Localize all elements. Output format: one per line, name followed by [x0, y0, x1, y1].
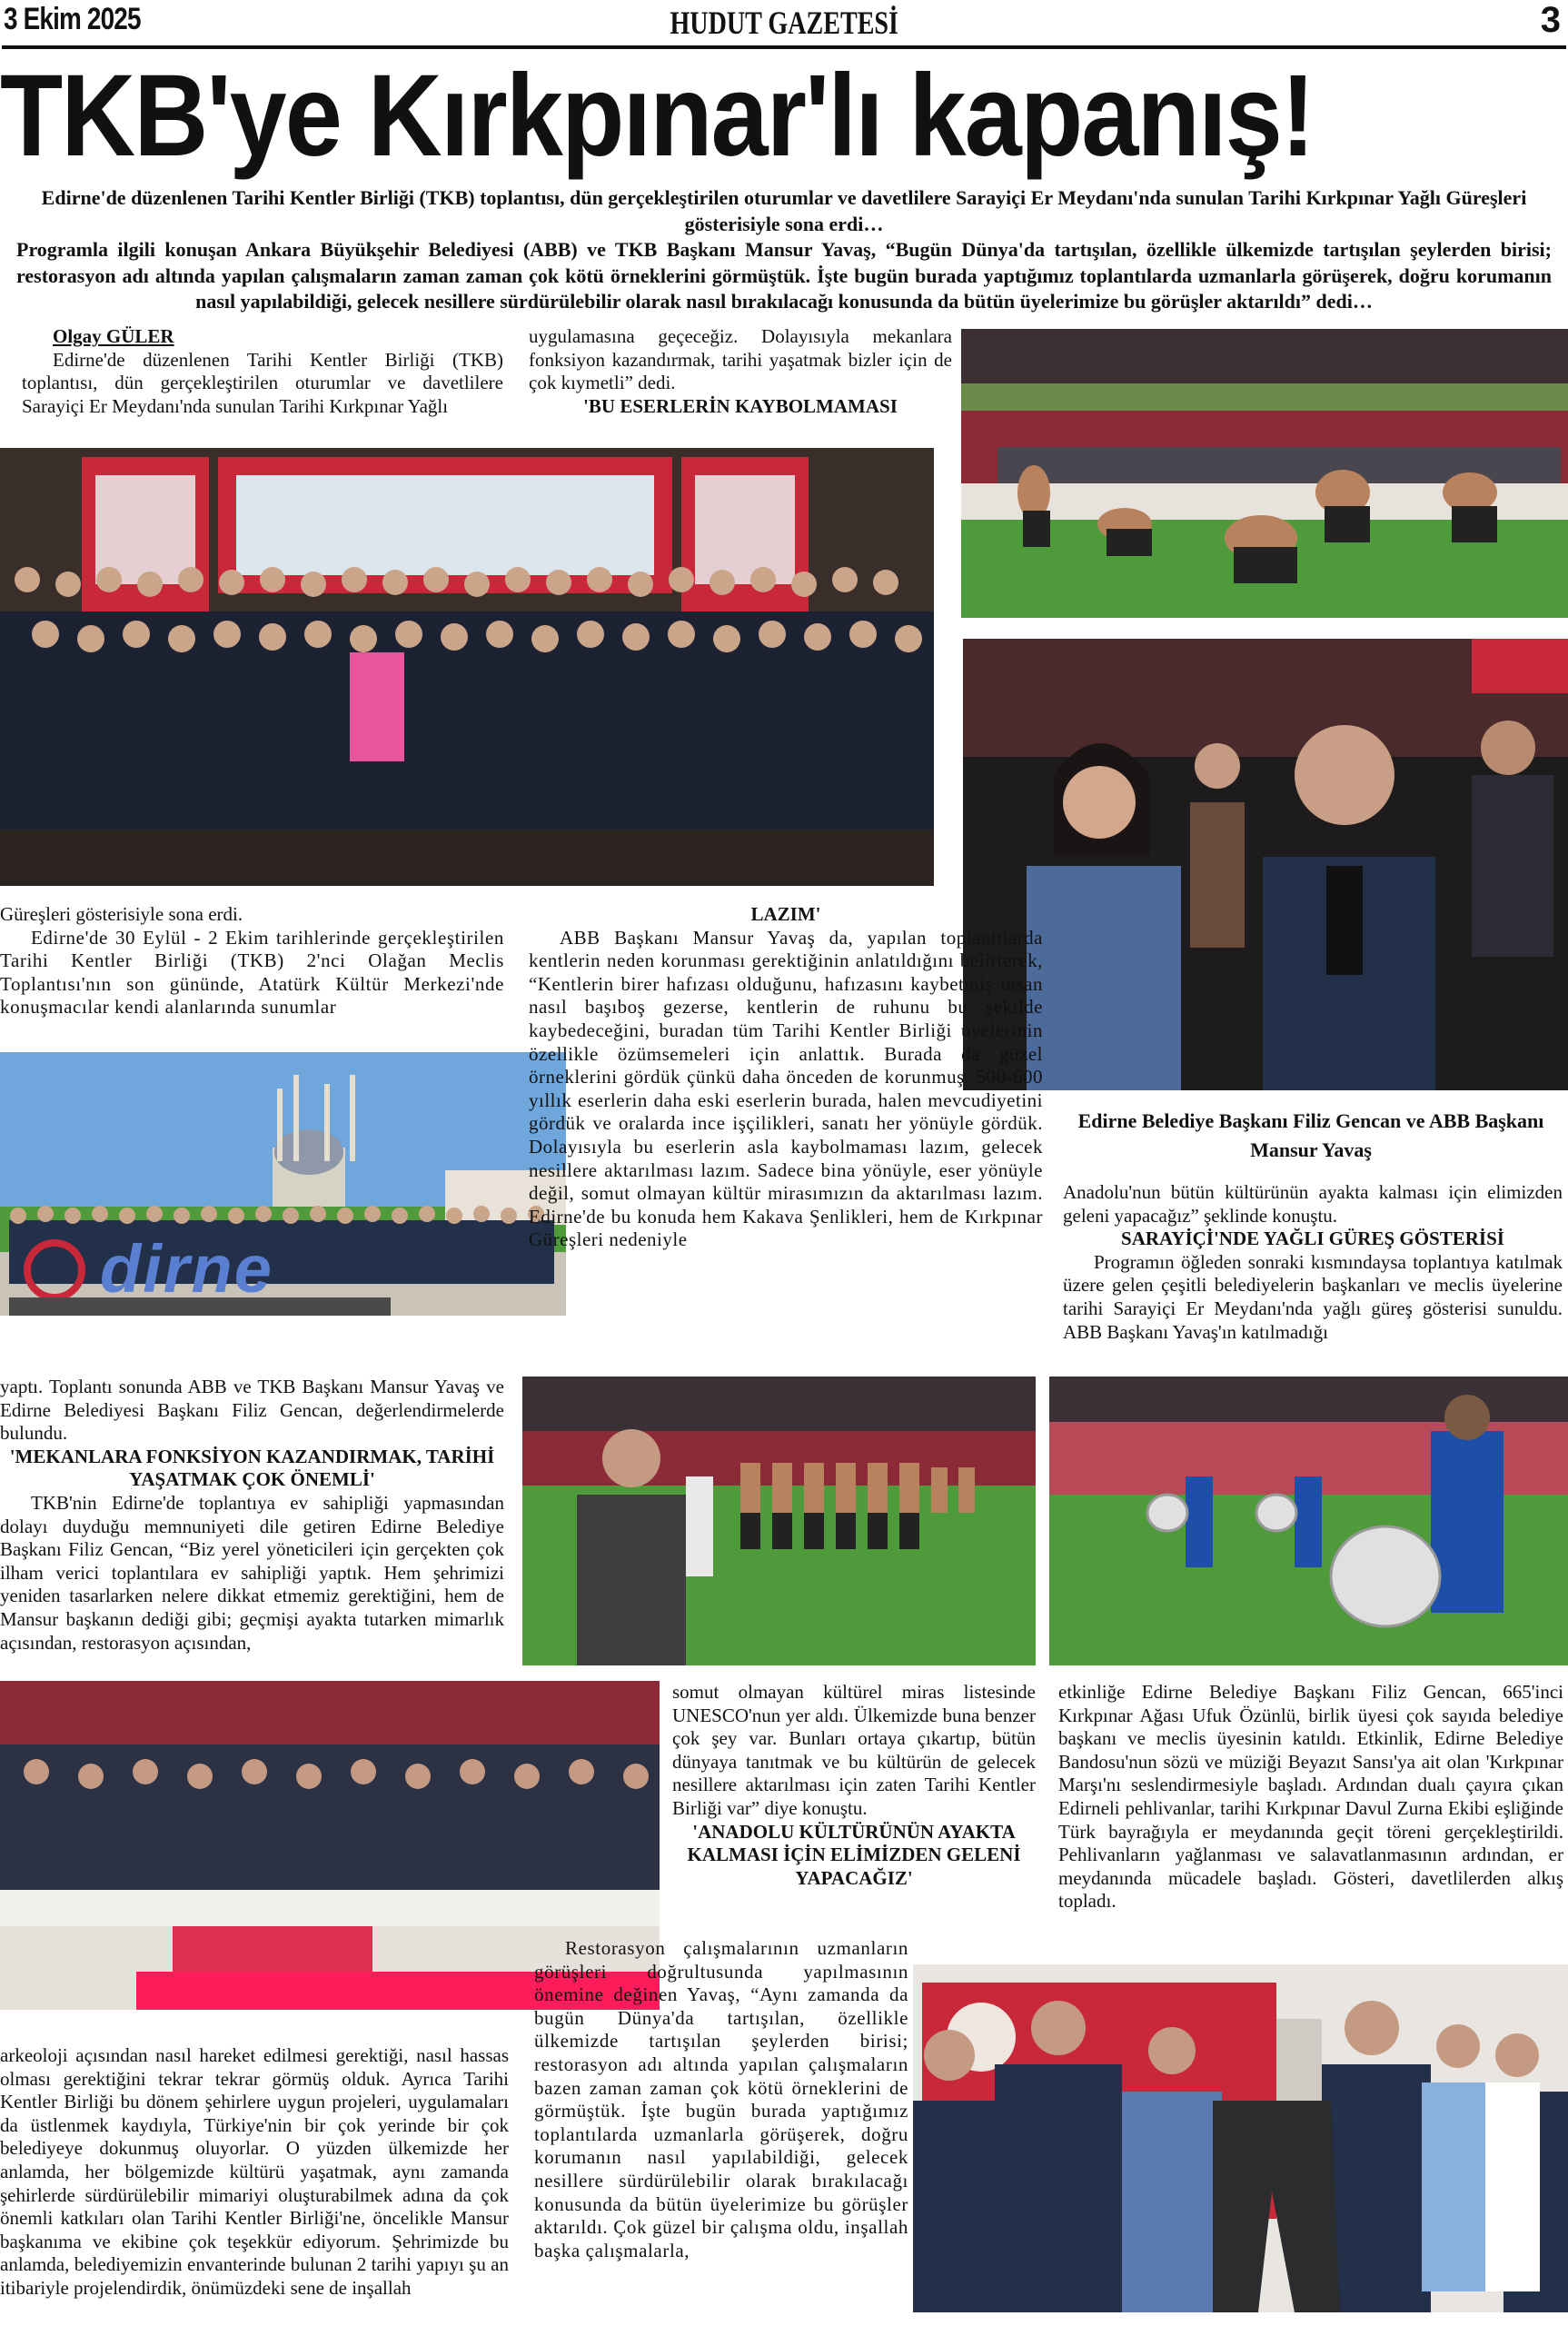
article-col1-mid [0, 903, 504, 1019]
article-col1-row3 [0, 1376, 504, 1655]
paragraph: Restorasyon çalışmalarının uzmanların görüşleri doğrultusunda yapılmasının önemine değinen Yavaş, “Aynı zamanda da bugün Dünya'da tartışılan, özellikle ülkemizde tartışılan şeylerden birisi; restorasyon adı altında yapılan çalışmaların bazen zaman zaman çok kötü örneklerini de görmüştük. İşte bugün burada yaptığımız toplantılarda uzmanlarla görüşerek, doğru korumanın nasıl yapılabildiği, gelecek nesillere sürdürülebilir olarak bırakılacağı konusunda da bütün üyelerimize bu görüşler aktarıldı. Çok güzel bir çalışma oldu, inşallah başka çalışmalarla, [534, 1937, 908, 2261]
page-number: 3 [1540, 0, 1561, 40]
subheading: LAZIM' [750, 903, 821, 925]
header-rule [2, 45, 1566, 49]
subheading: 'ANADOLU KÜLTÜRÜNÜN AYAKTA KALMASI İÇİN ELİMİZDEN GELENİ YAPACAĞIZ' [687, 1820, 1021, 1889]
article-col1-top [22, 325, 503, 418]
paragraph: Güreşleri gösterisiyle sona erdi. [0, 903, 243, 925]
group-meeting-illustration [0, 448, 934, 886]
article-col2-top [529, 325, 952, 418]
subheading: 'MEKANLARA FONKSİYON KAZANDIRMAK, TARİHİ YAŞATMAK ÇOK ÖNEMLİ' [9, 1445, 495, 1491]
subheading: 'BU ESERLERİN KAYBOLMAMASI [583, 394, 898, 417]
paragraph: Edirne'de düzenlenen Tarihi Kentler Birliği (TKB) toplantısı, dün gerçekleştirilen oturumlar ve davetlilere Sarayiçi Er Meydanı'nda sunulan Tarihi Kırkpınar Yağlı [22, 348, 503, 417]
photo-edirne-sign [0, 1052, 566, 1316]
article-col3-bottom-b [534, 1937, 908, 2262]
article-col2-mid [529, 903, 1043, 1252]
paragraph: Programın öğleden sonraki kısmındaysa toplantıya katılmak üzere gelen çeşitli belediyelerin başkanları ve meclis üyelerine tarihi Sarayiçi Er Meydanı'nda yağlı güreş gösterisi sunuldu. ABB Başkanı Yavaş'ın katılmadığı [1063, 1250, 1563, 1343]
deck [16, 185, 1552, 315]
officials-portrait-illustration [963, 639, 1568, 1090]
kirkpinar-statue-illustration [913, 1964, 1568, 2312]
article-col3-bottom-a [672, 1681, 1036, 1890]
paragraph: etkinliğe Edirne Belediye Başkanı Filiz Gencan, 665'inci Kırkpınar Ağası Ufuk Özünlü, birlik üyesi çok sayıda belediye başkanı ve meclis üyesinin katıldı. Etkinlik, Edirne Belediye Bandosu'nun sözü ve müziği Beyazıt Sansı'ya ait olan 'Kırkpınar Marşı'nı seslendirmesiyle başladı. Ardından dualı çayıra çıkan Edirneli pehlivanlar, tarihi Kırkpınar Davul Zurna Ekibi eşliğinde Türk bayrağıyla er meydanında geçit töreni gerçekleştirildi. Pehlivanların yağlanması ve salavatlanmasının ardından, er meydanında mücadele başladı. Gösteri, davetlilerden alkış topladı. [1058, 1681, 1563, 1913]
byline: Olgay GÜLER [53, 325, 174, 347]
photo-wrestlers-lineup [522, 1377, 1036, 1665]
paragraph: TKB'nin Edirne'de toplantıya ev sahipliği yapmasından dolayı duyduğu memnuniyeti dile getiren Edirne Belediye Başkanı Filiz Gencan, “Biz yerel yöneticileri için gerçekten çok ilham verici toplantılara ev sahipliği yaptık. Hem şehrimizi yeniden tasarlarken nelere dikkat etmemiz gerektiğini, hem de Mansur başkanın dediği gibi; geçmişi ayakta tutarken mimarlık açısından, restorasyon açısından, [0, 1491, 504, 1654]
photo-wrestling [961, 329, 1568, 618]
article-col4-mid [1063, 1181, 1563, 1344]
wrestling-illustration [961, 329, 1568, 618]
wrestlers-lineup-illustration [522, 1377, 1036, 1665]
photo-caption: Edirne Belediye Başkanı Filiz Gencan ve ABB Başkanı Mansur Yavaş [1077, 1109, 1544, 1161]
paragraph: Anadolu'nun bütün kültürünün ayakta kalması için elimizden geleni yapacağız” şeklinde konuştu. [1063, 1181, 1563, 1227]
paragraph: Edirne'de 30 Eylül - 2 Ekim tarihlerinde gerçekleştirilen Tarihi Kentler Birliği (TKB) 2'nci Olağan Meclis Toplantısı'nın son gününde, Atatürk Kültür Merkezi'nde konuşmacılar kendi alanlarında sunumlar [0, 926, 504, 1019]
photo-group-meeting [0, 448, 934, 886]
headline: TKB'ye Kırkpınar'lı kapanış! [0, 51, 1314, 181]
deck-paragraph-2: Programla ilgili konuşan Ankara Büyükşehir Belediyesi (ABB) ve TKB Başkanı Mansur Yavaş, “Bugün Dünya'da tartışılan, özellikle ülkemizde tartışılan şeylerden birisi; restorasyon adı altında yapılan çalışmaların zaman zaman çok kötü örneklerini görmüştük. İşte bugün burada yaptığımız toplantılarda uzmanlarla görüşerek, doğru korumanın nasıl yapılabildiği, gelecek nesillere sürdürülebilir olarak nasıl bırakılacağı konusunda da bütün üyelerimize bu görüşler aktarıldı” dedi… [16, 238, 1552, 313]
deck-paragraph-1: Edirne'de düzenlenen Tarihi Kentler Birliği (TKB) toplantısı, dün gerçekleştirilen oturumlar ve davetlilere Sarayiçi Er Meydanı'nda sunulan Tarihi Kırkpınar Yağlı Güreşleri gösterisiyle sona erdi… [41, 186, 1527, 235]
paragraph: yaptı. Toplantı sonunda ABB ve TKB Başkanı Mansur Yavaş ve Edirne Belediyesi Başkanı Filiz Gencan, değerlendirmelerde bulundu. [0, 1376, 504, 1445]
paragraph: arkeoloji açısından nasıl hareket edilmesi gerektiği, nasıl hassas olması gerektiğini tekrar tekrar görmüş olduk. Ayrıca Tarihi Kentler Birliği bu dönem şehirlere uygun projeleri, uygulamaları da üstlenmek kaydıyla, Türkiye'nin bir çok yerinde bir çok belediyeye dokunmuş oluyorlar. O yüzden ülkemizde her anlamda, her bölgemizde kültürü yaşatmak, aynı zamanda şehirlerde sürdürülebilir mimariyi oluşturabilmek adına da çok önemli katkıları olan Tarihi Kentler Birliği'ne, öncelikle Mansur başkanıma ve ekibine çok teşekkür ediyorum. Şehrimizde bu anlamda, belediyemizin envanterinde bulunan 2 tarihi yapıyı şu an itibariyle projelendirdik, önümüzdeki sene de inşallah [0, 2044, 509, 2299]
paragraph: uygulamasına geçeceğiz. Dolayısıyla mekanlara fonksiyon kazandırmak, tarihi yaşatmak bizler için de çok kıymetli” dedi. [529, 325, 952, 394]
photo-gencan-yavas [963, 639, 1568, 1090]
paragraph: somut olmayan kültürel miras listesinde UNESCO'nun yer aldı. Ülkemizde buna benzer çok şey var. Bunları ortaya çıkartıp, bütün dünyaya tanıtmak ve bu kültürün de gelecek nesillere aktarılması için zaten Tarihi Kentler Birliği var” diye konuştu. [672, 1681, 1036, 1819]
photo-kirkpinar-statue [913, 1964, 1568, 2312]
edirne-sign-letters: dirne [100, 1231, 273, 1307]
drummers-illustration [1049, 1377, 1568, 1665]
newspaper-name: HUDUT GAZETESİ [670, 5, 898, 41]
issue-date: 3 Ekim 2025 [4, 2, 141, 36]
edirne-sign-illustration [0, 1052, 566, 1316]
article-col4-bottom [1058, 1681, 1563, 1913]
article-col1-bottom [0, 2044, 509, 2301]
subheading: SARAYİÇİ'NDE YAĞLI GÜREŞ GÖSTERİSİ [1121, 1228, 1504, 1250]
paragraph: ABB Başkanı Mansur Yavaş da, yapılan toplantılarda kentlerin neden korunması gerektiğinin anlatıldığını belirterek, “Kentlerin birer hafızası olduğunu, hafızasını kaybetmiş insan nasıl başıboş gezerse, kentlerin de ruhunu bu şekilde kaybedeceğini, buradan tüm Tarihi Kentler Birliği üyelerinin özellikle özümsemeleri için anlattık. Burada da güzel örneklerini gördük çünkü daha önceden de korunmuş, 500-600 yıllık eserlerin daha eski eserlerin burada, halen mevcudiyetini gördük ve oralarda ince işçilikleri, sanatı her yönüyle gördük. Dolayısıyla bu eserlerin asla kaybolmaması lazım, gelecek nesillere aktarılması lazım. Sadece bina yönüyle, eser yönüyle değil, somut olmayan kültür mirasımızın da aktarılması lazım. Edirne'de bu konuda hem Kakava Şenlikleri, hem de Kırkpınar Güreşleri nedeniyle [529, 926, 1043, 1251]
photo-drummers [1049, 1377, 1568, 1665]
